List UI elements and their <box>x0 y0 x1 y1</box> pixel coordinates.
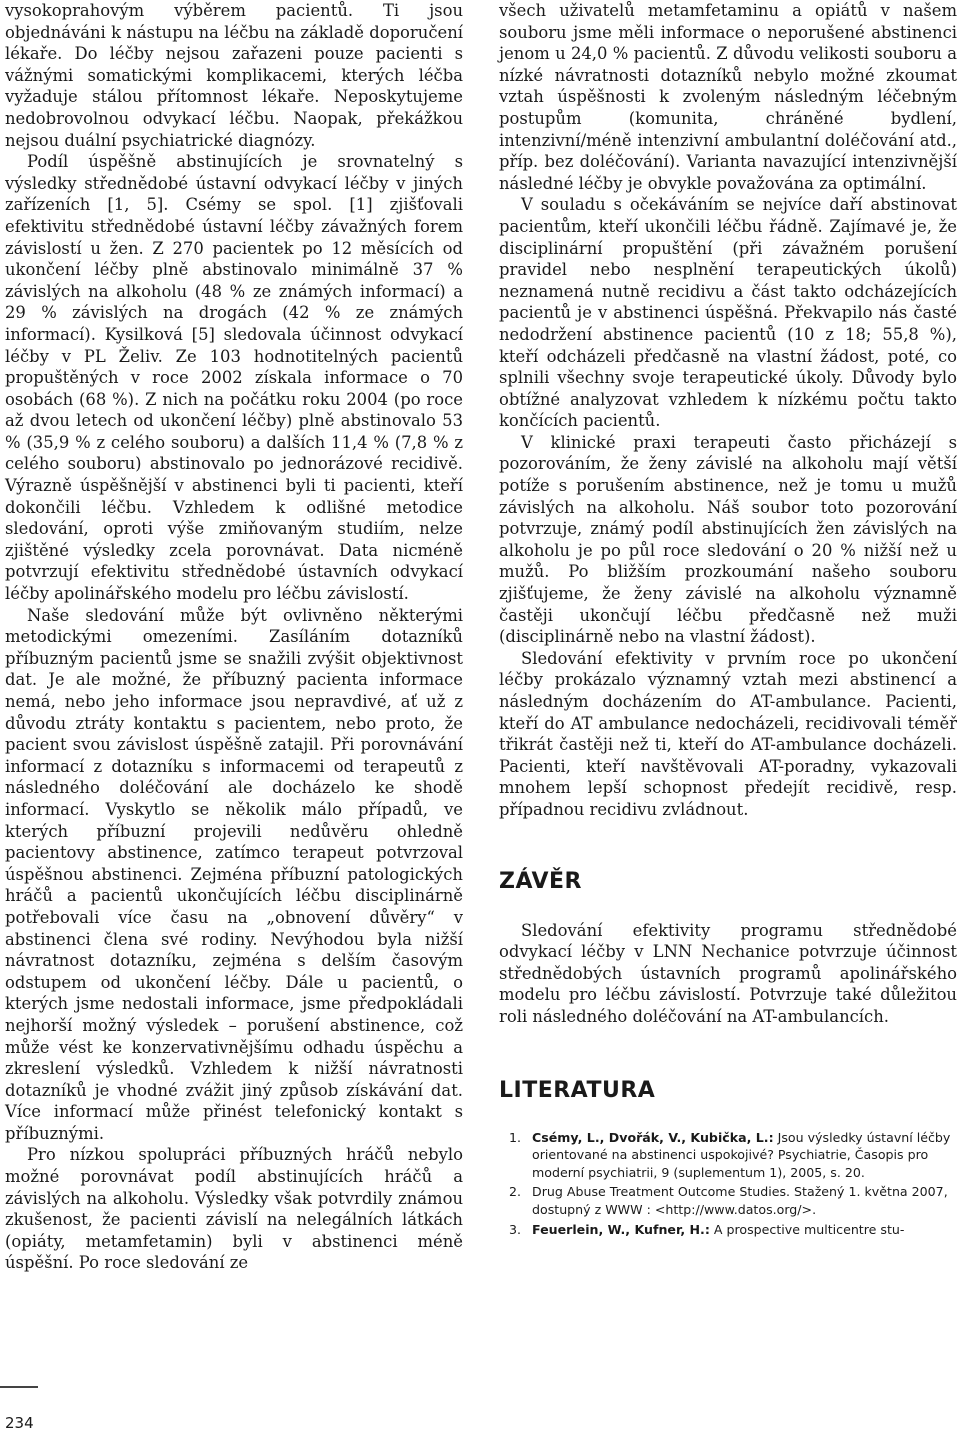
left-column <box>5 0 463 1274</box>
reference-number: 1. <box>509 1129 522 1145</box>
section-heading-conclusion: ZÁVĚR <box>499 868 582 894</box>
reference-number: 2. <box>509 1184 522 1200</box>
reference-item <box>499 1129 957 1182</box>
reference-number: 3. <box>509 1221 522 1237</box>
reference-text: Drug Abuse Treatment Outcome Studies. Stažený 1. května 2007, dostupný z WWW : <http://www.datos.org/>. <box>532 1184 948 1217</box>
body-paragraph: Sledování efektivity v prvním roce po ukončení léčby prokázalo významný vztah mezi abstinencí a následným docházením do AT-ambulance. Pacienti, kteří do AT ambulance nedocházeli, recidivovali téměř třikrát častěji než ti, kteří do AT-ambulance docházeli. Pacienti, kteří navštěvovali AT-poradny, vykazovali mnohem lepší schopnost předejít recidivě, resp. případnou recidivu zvládnout. <box>499 648 957 819</box>
body-paragraph: Naše sledování může být ovlivněno některými metodickými omezeními. Zasíláním dotazníků příbuzným pacientů jsme se snažili zvýšit objektivnost dat. Je ale možné, že příbuzný pacienta informace nemá, nebo jeho informace jsou nepravdivé, ať už z důvodu ztráty kontaktu s pacientem, nebo proto, že pacient svou závislost úspěšně zatajil. Při porovnávání informací z dotazníku s informacemi od terapeutů z následného doléčování ale docházelo ke shodě informací. Vyskytlo se několik málo případů, ve kterých příbuzní projevili nedůvěru ohledně pacientovy abstinence, zatímco terapeut potvrzoval úspěšnou abstinenci. Zejména příbuzní patologických hráčů a pacientů ukončujících léčbu disciplinárně potřebovali více času na „obnovení důvěry“ v abstinenci člena své rodiny. Nevýhodou byla nižší návratnost dotazníku, zejména s delším časovým odstupem od ukončení léčby. Dále u pacientů, o kterých jsme nedostali informace, jsme předpokládali nejhorší možný výsledek – porušení abstinence, což může vést ke konzervativnějšímu odhadu úspěchu a zkreslení výsledků. Vzhledem k nižší návratnosti dotazníků je vhodné zvážit jiný způsob získávání dat. Více informací může přinést telefonický kontakt s příbuznými. <box>5 605 463 1143</box>
body-paragraph: všech uživatelů metamfetaminu a opiátů v našem souboru jsme měli informace o neporušené abstinenci jenom u 24,0 % pacientů. Z důvodu velikosti souboru a nízké návratnosti dotazníků nebylo možné zkoumat vztah úspěšnosti k zvoleným následným léčebným postupům (komunita, chráněné bydlení, intenzivní/méně intenzivní ambulantní doléčování atd., příp. bez doléčování). Varianta navazující intenzivnější následné léčby je obvykle považována za optimální. <box>499 1 957 193</box>
reference-text: A prospective multicentre stu- <box>713 1221 905 1237</box>
reference-item <box>499 1183 957 1218</box>
body-paragraph: V klinické praxi terapeuti často přicházejí s pozorováním, že ženy závislé na alkoholu mají větší potíže s porušením abstinence, než je tomu u mužů závislých na alkoholu. Náš soubor toto pozorování potvrzuje, známý podíl abstinujících žen závislých na alkoholu je po půl roce sledování o 20 % nižší než u mužů. Po bližším prozkoumání našeho souboru zjišťujeme, že ženy závislé na alkoholu významně častěji ukončují léčbu předčasně než muži (disciplinárně nebo na vlastní žádost). <box>499 432 957 647</box>
reference-list <box>499 1129 957 1239</box>
reference-text: Jsou výsledky ústavní léčby orientované na abstinenci uspokojivé? Psychiatrie, Časopis pro moderní psychiatrii, 9 (suplementum 1), 2005, s. 20. <box>532 1129 951 1180</box>
body-paragraph: V souladu s očekáváním se nejvíce daří abstinovat pacientům, kteří ukončili léčbu řádně. Zajímavé je, že disciplinární propuštění (při závažném porušení pravidel nebo nesplnění terapeutických úkolů) neznamená nutně recidivu a část takto odcházejících pacientů je v abstinenci úspěšná. Překvapilo nás časté nedodržení abstinence pacientů (10 z 18; 55,8 %), kteří odcházeli předčasně na vlastní žádost, poté, co splnili všechny svoje terapeutické úkoly. Důvody bylo obtížné analyzovat vzhledem k nízkému počtu takto končících pacientů. <box>499 195 957 431</box>
conclusion-paragraph: Sledování efektivity programu střednědobé odvykací léčby v LNN Nechanice potvrzuje účinnost střednědobých ústavních programů apolinářského modelu pro léčbu závislostí. Potvrzuje také důležitou roli následného doléčování na AT-ambulancích. <box>499 920 957 1026</box>
reference-authors: Feuerlein, W., Kufner, H.: <box>532 1221 710 1237</box>
footer-rule <box>0 1386 38 1388</box>
reference-authors: Csémy, L., Dvořák, V., Kubička, L.: <box>532 1129 774 1145</box>
body-paragraph: Podíl úspěšně abstinujících je srovnatelný s výsledky střednědobé ústavní odvykací léčby v jiných zařízeních [1, 5]. Csémy se spol. [1] zjišťovali efektivitu střednědobé ústavní léčby závažných forem závislostí u žen. Z 270 pacientek po 12 měsících od ukončení léčby plně abstinovalo minimálně 37 % závislých na alkoholu (48 % ze známých informací) a 29 % závislých na drogách (42 % ze známých informací). Kysilková [5] sledovala účinnost odvykací léčby v PL Želiv. Ze 103 hodnotitelných pacientů propuštěných v roce 2002 získala informace o 70 osobách (68 %). Z nich na počátku roku 2004 (po roce až dvou letech od ukončení léčby) plně abstinovalo 53 % (35,9 % z celého souboru) a dalších 11,4 % (7,8 % z celého souboru) abstinovalo po jednorázové recidivě. Výrazně úspěšnější v abstinenci byli ti pacienti, kteří dokončili léčbu. Vzhledem k odlišné metodice sledování, oproti výše zmiňovaným studiím, nelze zjištěné výsledky zcela porovnávat. Data nicméně potvrzují efektivitu střednědobé ústavních odvykací léčby apolinářského modelu pro léčbu závislostí. <box>5 152 463 604</box>
right-column <box>499 0 957 1240</box>
page-number: 234 <box>5 1414 34 1432</box>
reference-item <box>499 1221 957 1239</box>
body-paragraph: Pro nízkou spolupráci příbuzných hráčů nebylo možné porovnávat podíl abstinujících hráčů a závislých na alkoholu. Výsledky však potvrdily známou zkušenost, že pacienti závislí na nelegálních látkách (opiáty, metamfetamin) byli v abstinenci méně úspěšní. Po roce sledování ze <box>5 1145 463 1273</box>
section-heading-references: LITERATURA <box>499 1077 656 1103</box>
body-paragraph: vysokoprahovým výběrem pacientů. Ti jsou objednáváni k nástupu na léčbu na základě doporučení lékaře. Do léčby nejsou zařazeni pouze pacienti s vážnými somatickými komplikacemi, kterých léčba vyžaduje stálou přítomnost lékaře. Neposkytujeme nedobrovolnou odvykací léčbu. Naopak, překážkou nejsou duální psychiatrické diagnózy. <box>5 1 463 150</box>
